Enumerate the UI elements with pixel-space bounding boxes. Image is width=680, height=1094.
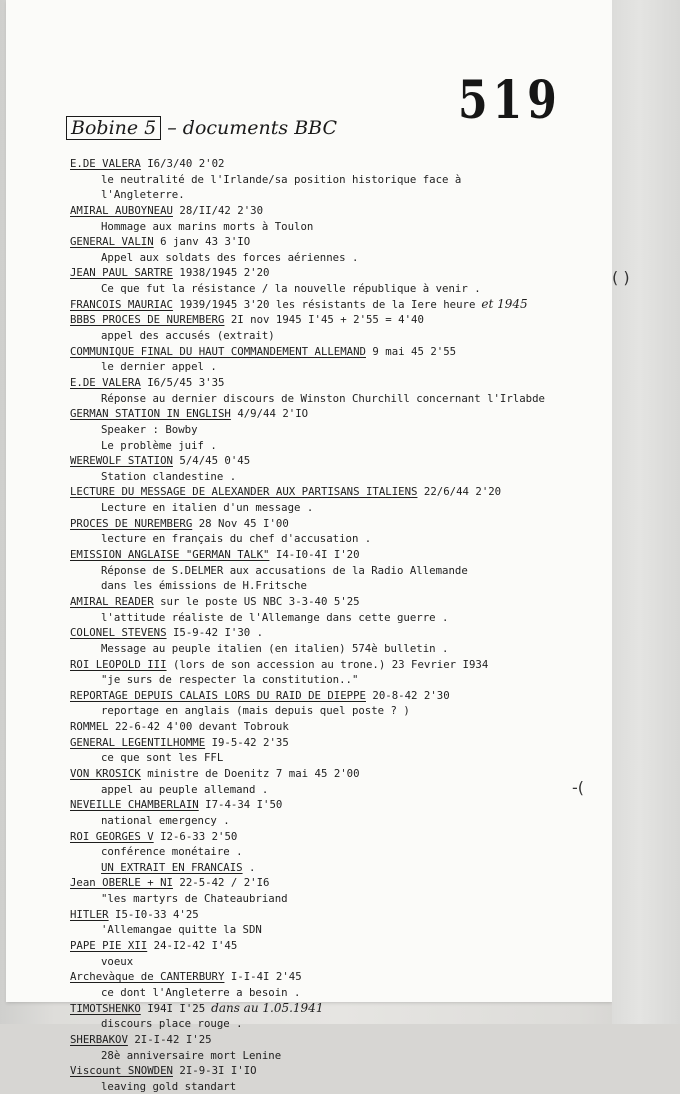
entry-speaker: VON KROSICK [70, 766, 141, 780]
entry-heading [70, 234, 610, 250]
entry-heading [70, 860, 610, 876]
entry [70, 344, 610, 375]
entry-info: I7-4-34 I'50 [205, 798, 283, 812]
entry-speaker: AMIRAL READER [70, 594, 154, 608]
entry [70, 406, 610, 453]
entry-heading [70, 547, 610, 563]
entry-info: 28 Nov 45 I'00 [198, 516, 289, 530]
entry [70, 797, 610, 828]
entry-info: 5/4/45 0'45 [179, 454, 251, 468]
entry [70, 688, 610, 719]
entry [70, 594, 610, 625]
entry-info: 20-8-42 2'30 [372, 688, 450, 702]
entry-info: 28/II/42 2'30 [179, 203, 264, 217]
entry-heading [70, 766, 610, 782]
entry-heading [70, 797, 610, 813]
entry-info: 22-5-42 / 2'I6 [179, 876, 270, 890]
entry [70, 312, 610, 343]
entry-heading [70, 375, 610, 391]
entry-description: discours place rouge . [101, 1017, 243, 1031]
page-number: 519 [458, 70, 562, 131]
entry-heading [70, 516, 610, 532]
entry-speaker: SHERBAKOV [70, 1032, 128, 1046]
entry-speaker: LECTURE DU MESSAGE DE ALEXANDER AUX PARTISANS ITALIENS [70, 485, 418, 499]
scan-background [572, 0, 680, 1024]
handwritten-title [66, 116, 337, 140]
entry-info: ministre de Doenitz 7 mai 45 2'00 [147, 766, 360, 780]
entry-heading [70, 1032, 610, 1048]
entry-speaker: GERMAN STATION IN ENGLISH [70, 407, 231, 421]
entry-speaker: REPORTAGE DEPUIS CALAIS LORS DU RAID DE DIEPPE [70, 688, 366, 702]
entry-info: I94I I'25 [147, 1001, 206, 1015]
entry-description: "les martyrs de Chateaubriand [101, 892, 288, 906]
entry-speaker: ROMMEL [70, 720, 109, 734]
entry-speaker: Jean OBERLE + NI [70, 876, 173, 890]
entry-description: "je surs de respecter la constitution.." [101, 673, 359, 687]
entry [70, 375, 610, 406]
entry-description: ce dont l'Angleterre a besoin . [101, 985, 301, 999]
entry-info: 22/6/44 2'20 [423, 485, 502, 499]
entry-speaker: ROI GEORGES V [70, 829, 154, 843]
entry-speaker: NEVEILLE CHAMBERLAIN [70, 798, 199, 812]
entry-description: Appel aux soldats des forces aériennes . [101, 250, 359, 264]
entry-description: Ce que fut la résistance / la nouvelle république à venir . [101, 282, 481, 296]
entry-heading [70, 297, 610, 313]
entry-speaker: BBBS PROCES DE NUREMBERG [70, 313, 225, 327]
entry-speaker: EMISSION ANGLAISE "GERMAN TALK" [70, 548, 270, 562]
entry-speaker: AMIRAL AUBOYNEAU [70, 203, 173, 217]
entry-speaker: E.DE VALERA [70, 375, 141, 389]
entry-speaker: UN EXTRAIT EN FRANCAIS [101, 860, 243, 874]
entry-description: reportage en anglais (mais depuis quel poste ? ) [101, 704, 410, 718]
entry-speaker: ROI LEOPOLD III [70, 657, 167, 671]
entry-description: appel des accusés (extrait) [101, 329, 275, 343]
entry-info: 24-I2-42 I'45 [153, 939, 238, 953]
entry-info: 1938/1945 2'20 [179, 266, 270, 280]
entry-description: conférence monétaire . [101, 845, 243, 859]
entry-description: le dernier appel . [101, 360, 217, 374]
entry-info: 22-6-42 4'00 devant Tobrouk [115, 720, 289, 734]
entry-info: I2-6-33 2'50 [160, 829, 238, 843]
entry-info: . [249, 860, 256, 874]
entry [70, 766, 610, 797]
entry [70, 860, 610, 876]
entry [70, 907, 610, 938]
entry-speaker: Archevàque de CANTERBURY [70, 970, 225, 984]
handwritten-title-boxed: Bobine 5 [66, 116, 161, 140]
entry-description: appel au peuple allemand . [101, 782, 269, 796]
entry-description: leaving gold standart [101, 1079, 237, 1093]
entry [70, 657, 610, 688]
entry [70, 735, 610, 766]
entry-description: Le problème juif . [101, 438, 217, 452]
entry-heading [70, 735, 610, 751]
entry-info: 6 janv 43 3'IO [160, 235, 251, 249]
entry [70, 234, 610, 265]
entry-heading [70, 312, 610, 328]
entry-info: (lors de son accession au trone.) 23 Fevrier I934 [172, 657, 489, 671]
entry-description: Speaker : Bowby [101, 422, 198, 436]
entry-heading [70, 1063, 610, 1079]
entry [70, 1032, 610, 1063]
entry-heading [70, 265, 610, 281]
entry [70, 1063, 610, 1094]
entry-heading [70, 829, 610, 845]
entry-description: l'Angleterre. [101, 188, 185, 202]
entry-info: 4/9/44 2'IO [237, 407, 309, 421]
entry-heading [70, 907, 610, 923]
entry-info: I5-I0-33 4'25 [115, 907, 199, 921]
entry-speaker: E.DE VALERA [70, 157, 141, 170]
entry-speaker: TIMOTSHENKO [70, 1001, 141, 1015]
scan-artifact: -( [572, 778, 585, 797]
entry-description: l'attitude réaliste de l'Allemange dans cette guerre . [101, 610, 449, 624]
entry-speaker: COMMUNIQUE FINAL DU HAUT COMMANDEMENT ALLEMAND [70, 344, 366, 358]
entry-info: I6/3/40 2'02 [147, 157, 225, 170]
entry [70, 547, 610, 594]
recording-list [70, 156, 610, 1094]
entry-heading [70, 875, 610, 891]
entry-heading [70, 688, 610, 704]
entry-speaker: JEAN PAUL SARTRE [70, 266, 173, 280]
entry-info: 2I-I-42 I'25 [134, 1032, 212, 1046]
entry-description: Réponse de S.DELMER aux accusations de la Radio Allemande [101, 563, 468, 577]
entry [70, 829, 610, 860]
entry-info: 9 mai 45 2'55 [372, 344, 457, 358]
entry-heading [70, 938, 610, 954]
entry-description: ce que sont les FFL [101, 751, 224, 765]
entry-heading [70, 203, 610, 219]
entry-description: Lecture en italien d'un message . [101, 501, 314, 515]
scan-artifact: ( ) [612, 268, 630, 287]
entry-info: sur le poste US NBC 3-3-40 5'25 [160, 594, 360, 608]
entry-speaker: FRANCOIS MAURIAC [70, 297, 173, 311]
entry [70, 484, 610, 515]
entry-speaker: GENERAL VALIN [70, 235, 154, 249]
entry-info: I4-I0-4I I'20 [275, 548, 360, 562]
entry-heading [70, 344, 610, 360]
entry-description: national emergency . [101, 813, 230, 827]
entry-speaker: PAPE PIE XII [70, 939, 148, 953]
entry-info: I9-5-42 2'35 [211, 735, 289, 749]
entry-heading [70, 594, 610, 610]
entry-description: Hommage aux marins morts à Toulon [101, 219, 314, 233]
entry [70, 203, 610, 234]
entry-heading [70, 719, 610, 735]
entry-heading [70, 657, 610, 673]
entry [70, 156, 610, 203]
entry [70, 875, 610, 906]
entry-info: I-I-4I 2'45 [230, 970, 302, 984]
entry-description: Station clandestine . [101, 469, 237, 483]
entry-speaker: COLONEL STEVENS [70, 626, 167, 640]
entry-description: le neutralité de l'Irlande/sa position historique face à [101, 172, 462, 186]
entry [70, 453, 610, 484]
entry-info: I6/5/45 3'35 [147, 375, 225, 389]
entry [70, 938, 610, 969]
entry-description: lecture en français du chef d'accusation . [101, 532, 372, 546]
entry-info: 2I nov 1945 I'45 + 2'55 = 4'40 [230, 313, 424, 327]
entry-description: 28è anniversaire mort Lenine [101, 1048, 282, 1062]
entry-description: Réponse au dernier discours de Winston Churchill concernant l'Irlabde [101, 391, 545, 405]
entry-info: 1939/1945 3'20 les résistants de la Iere heure [179, 297, 476, 311]
entry-speaker: GENERAL LEGENTILHOMME [70, 735, 206, 749]
entry-speaker: Viscount SNOWDEN [70, 1064, 173, 1078]
entry-speaker: HITLER [70, 907, 109, 921]
entry-heading [70, 156, 610, 172]
entry [70, 297, 610, 313]
handwritten-annotation: dans au 1.05.1941 [211, 1000, 324, 1015]
entry-speaker: PROCES DE NUREMBERG [70, 516, 193, 530]
entry-description: dans les émissions de H.Fritsche [101, 579, 307, 593]
entry-info: 2I-9-3I I'IO [179, 1064, 257, 1078]
handwritten-title-rest: – documents BBC [167, 117, 338, 139]
entry [70, 625, 610, 656]
document-page [6, 0, 612, 1093]
entry-heading [70, 484, 610, 500]
entry-description: Message au peuple italien (en italien) 574è bulletin . [101, 641, 449, 655]
entry [70, 969, 610, 1000]
entry-description: voeux [101, 954, 134, 968]
entry-description: 'Allemangae quitte la SDN [101, 923, 262, 937]
entry-heading [70, 969, 610, 985]
entry-speaker: WEREWOLF STATION [70, 454, 173, 468]
entry [70, 516, 610, 547]
entry [70, 719, 610, 735]
entry-heading [70, 406, 610, 422]
entry-heading [70, 625, 610, 641]
entry-info: I5-9-42 I'30 . [172, 626, 264, 640]
entry [70, 1001, 610, 1032]
entry-heading [70, 1001, 610, 1017]
entry [70, 265, 610, 296]
entry-heading [70, 453, 610, 469]
handwritten-annotation: et 1945 [481, 296, 528, 311]
